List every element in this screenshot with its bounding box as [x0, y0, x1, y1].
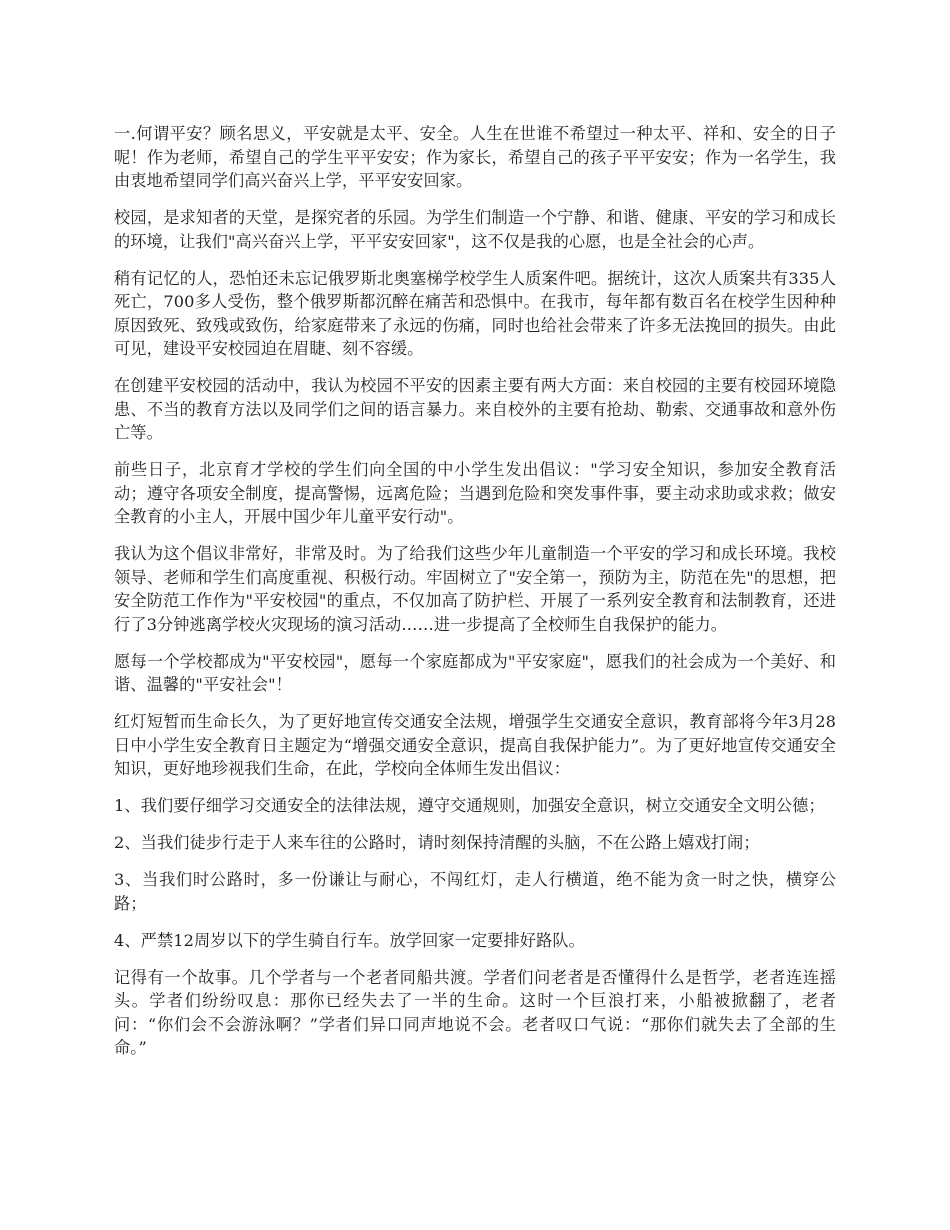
list-item-2: 2、当我们徒步行走于人来车往的公路时，请时刻保持清醒的头脑，不在公路上嬉戏打闹； [114, 833, 760, 852]
paragraph-2: 校园，是求知者的天堂，是探究者的乐园。为学生们制造一个宁静、和谐、健康、平安的学习和成长的环境，让我们"高兴奋兴上学，平平安安回家"，这不仅是我的心愿，也是全社会的心声。 [114, 208, 836, 251]
paragraph-8: 红灯短暂而生命长久，为了更好地宣传交通安全法规，增强学生交通安全意识，教育部将今年3月28日中小学生安全教育日主题定为“增强交通安全意识，提高自我保护能力”。为了更好地宣传交通安全知识，更好地珍视我们生命，在此，学校向全体师生发出倡议： [114, 712, 836, 778]
document-body [114, 122, 836, 1073]
list-item-4: 4、严禁12周岁以下的学生骑自行车。放学回家一定要排好路队。 [114, 930, 585, 950]
paragraph-4: 在创建平安校园的活动中，我认为校园不平安的因素主要有两大方面：来自校园的主要有校园环境隐患、不当的教育方法以及同学们之间的语言暴力。来自校外的主要有抢劫、勒索、交通事故和意外伤亡等。 [114, 376, 836, 442]
paragraph-1: 一.何谓平安？顾名思义，平安就是太平、安全。人生在世谁不希望过一种太平、祥和、安全的日子呢！作为老师，希望自己的学生平平安安；作为家长，希望自己的孩子平平安安；作为一名学生，我由衷地希望同学们高兴奋兴上学，平平安安回家。 [114, 124, 836, 190]
list-item-3: 3、当我们时公路时，多一份谦让与耐心，不闯红灯，走人行横道，绝不能为贪一时之快，横穿公路； [114, 870, 836, 913]
paragraph-3: 稍有记忆的人，恐怕还未忘记俄罗斯北奥塞梯学校学生人质案件吧。据统计，这次人质案共有335人死亡，700多人受伤，整个俄罗斯都沉醉在痛苦和恐惧中。在我市，每年都有数百名在校学生因种种原因致死、致残或致伤，给家庭带来了永远的伤痛，同时也给社会带来了许多无法挽回的损失。由此可见，建设平安校园迫在眉睫、刻不容缓。 [114, 268, 836, 358]
paragraph-5: 前些日子，北京育才学校的学生们向全国的中小学生发出倡议："学习安全知识，参加安全教育活动；遵守各项安全制度，提高警惕，远离危险；当遇到危险和突发事件事，要主动求助或求救；做安全教育的小主人，开展中国少年儿童平安行动"。 [114, 460, 836, 526]
paragraph-story: 记得有一个故事。几个学者与一个老者同船共渡。学者们问老者是否懂得什么是哲学，老者连连摇头。学者们纷纷叹息：那你已经失去了一半的生命。这时一个巨浪打来，小船被掀翻了，老者问：“你们会不会游泳啊？”学者们异口同声地说不会。老者叹口气说：“那你们就失去了全部的生命。” [114, 967, 836, 1057]
paragraph-6: 我认为这个倡议非常好，非常及时。为了给我们这些少年儿童制造一个平安的学习和成长环境。我校领导、老师和学生们高度重视、积极行动。牢固树立了"安全第一，预防为主，防范在先"的思想，把安全防范工作作为"平安校园"的重点，不仅加高了防护栏、开展了一系列安全教育和法制教育，还进行了3分钟逃离学校火灾现场的演习活动……进一步提高了全校师生自我保护的能力。 [114, 544, 836, 634]
list-item-1: 1、我们要仔细学习交通安全的法律法规，遵守交通规则，加强安全意识，树立交通安全文明公德； [114, 796, 825, 815]
paragraph-7: 愿每一个学校都成为"平安校园"，愿每一个家庭都成为"平安家庭"，愿我们的社会成为一个美好、和谐、温馨的"平安社会"！ [114, 651, 836, 694]
